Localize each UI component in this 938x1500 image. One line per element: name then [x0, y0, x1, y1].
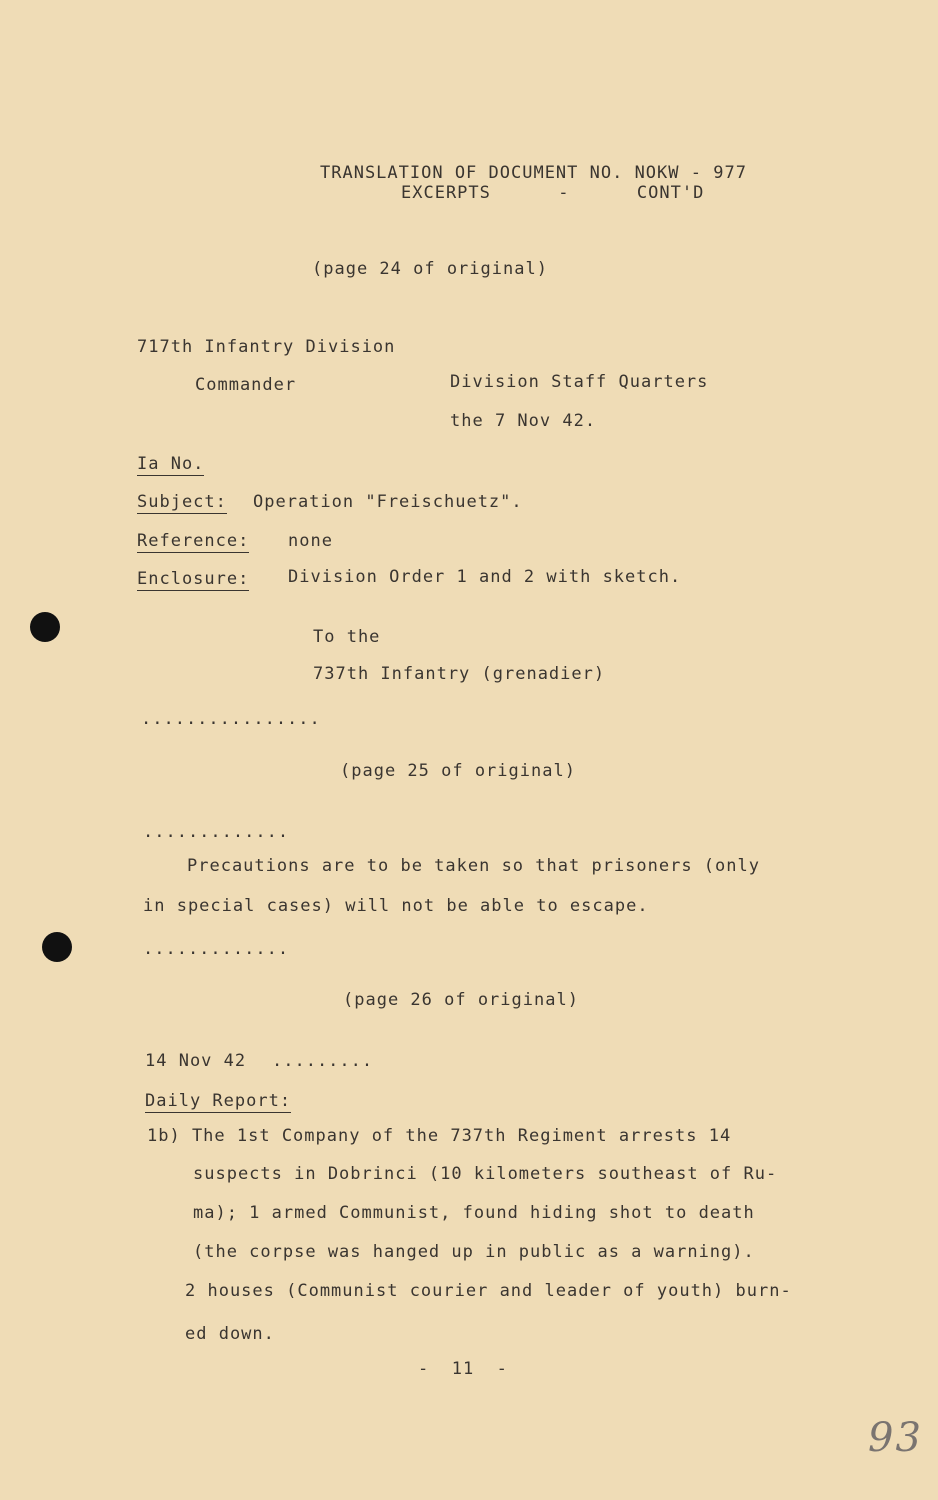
punch-hole [30, 612, 60, 642]
enclosure-label: Enclosure: [137, 569, 250, 589]
ia-no-label: Ia No. [137, 454, 205, 474]
reference-value: none [288, 531, 333, 551]
handwritten-page-number: 93 [868, 1415, 923, 1461]
ellipsis: ............. [143, 822, 290, 842]
ellipsis: ......... [272, 1051, 374, 1071]
report-line: ma); 1 armed Communist, found hiding shot to death [193, 1203, 755, 1223]
punch-hole [42, 932, 72, 962]
subject-value: Operation "Freischuetz". [253, 492, 523, 512]
report-heading: Daily Report: [145, 1091, 292, 1111]
header-subtitle: EXCERPTS - CONT'D [401, 183, 705, 203]
addressee-line2: 737th Infantry (grenadier) [313, 664, 606, 684]
precautions-line1: Precautions are to be taken so that prisoners (only [187, 856, 760, 876]
page-ref: (page 25 of original) [340, 761, 576, 781]
enclosure-value: Division Order 1 and 2 with sketch. [288, 567, 682, 587]
report-date: 14 Nov 42 [145, 1051, 247, 1071]
report-line: 2 houses (Communist courier and leader of youth) burn- [185, 1281, 792, 1301]
report-line: (the corpse was hanged up in public as a warning). [193, 1242, 755, 1262]
subject-label: Subject: [137, 492, 227, 512]
precautions-line2: in special cases) will not be able to escape. [143, 896, 649, 916]
reference-label: Reference: [137, 531, 250, 551]
page-number: - 11 - [418, 1359, 508, 1379]
sender-unit: 717th Infantry Division [137, 337, 396, 357]
page-ref: (page 24 of original) [312, 259, 548, 279]
report-line: ed down. [185, 1324, 275, 1344]
sender-date: the 7 Nov 42. [450, 411, 597, 431]
sender-location: Division Staff Quarters [450, 372, 709, 392]
sender-role: Commander [195, 375, 297, 395]
addressee-line1: To the [313, 627, 381, 647]
ellipsis: ............. [143, 939, 290, 959]
report-line: suspects in Dobrinci (10 kilometers southeast of Ru- [193, 1164, 778, 1184]
ellipsis: ................ [141, 709, 321, 729]
report-line: 1b) The 1st Company of the 737th Regiment arrests 14 [147, 1126, 732, 1146]
page-ref: (page 26 of original) [343, 990, 579, 1010]
header-title: TRANSLATION OF DOCUMENT NO. NOKW - 977 [320, 163, 747, 183]
